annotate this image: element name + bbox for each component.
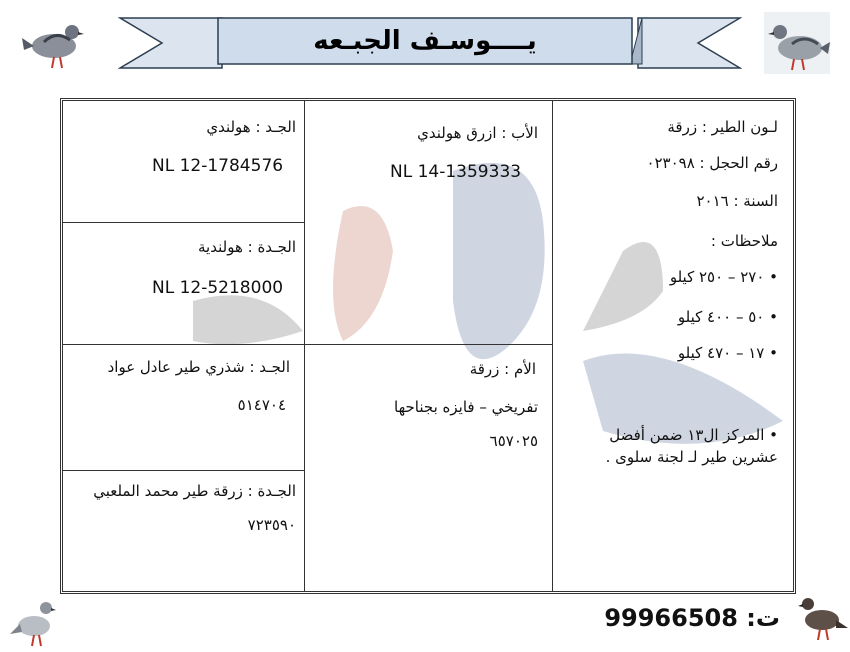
bird-year: السنة : ٢٠١٦ bbox=[696, 192, 778, 210]
note-item: • ٢٧٠ – ٢٥٠ كيلو bbox=[669, 268, 778, 286]
sire-mother-label: الجـدة : هولندية bbox=[198, 238, 296, 256]
dam-father-ring: ٥١٤٧٠٤ bbox=[237, 396, 286, 414]
achievement-note: • المركز ال١٣ ضمن أفضل عشرين طير لـ لجنة سلوى . bbox=[605, 426, 778, 466]
pigeon-icon bbox=[798, 590, 848, 642]
bird-color: لـون الطير : زرقة bbox=[667, 118, 778, 136]
note-item: • ٥٠ – ٤٠٠ كيلو bbox=[677, 308, 778, 326]
dam-ring: ٦٥٧٠٢٥ bbox=[489, 432, 538, 450]
sire-father-label: الجـد : هولندي bbox=[206, 118, 296, 136]
page-title: يــــوسـف الجبـعه bbox=[313, 26, 537, 56]
sire-father-ring: NL 12-1784576 bbox=[152, 156, 284, 176]
dam-mother-ring: ٧٢٣٥٩٠ bbox=[247, 516, 296, 534]
notes-label: ملاحظات : bbox=[710, 232, 778, 250]
dam-label: الأم : زرقة bbox=[469, 360, 536, 378]
note-item: • ١٧ – ٤٧٠ كيلو bbox=[677, 344, 778, 362]
dam-father-label: الجـد : شذري طير عادل عواد bbox=[107, 358, 290, 376]
phone-number: ت: 99966508 bbox=[604, 604, 780, 632]
pigeon-icon bbox=[20, 10, 86, 72]
sire-ring: NL 14-1359333 bbox=[390, 162, 522, 182]
dam-mother-label: الجـدة : زرقة طير محمد الملعبي bbox=[93, 482, 296, 500]
pigeon-icon bbox=[764, 12, 830, 74]
dam-description: تفريخي – فايزه بجناحها bbox=[394, 398, 538, 416]
sire-mother-ring: NL 12-5218000 bbox=[152, 278, 284, 298]
pigeon-icon bbox=[8, 594, 56, 648]
sire-label: الأب : ازرق هولندي bbox=[417, 124, 538, 142]
bird-ring-number: رقم الحجل : ٠٢٣٠٩٨ bbox=[646, 154, 778, 172]
